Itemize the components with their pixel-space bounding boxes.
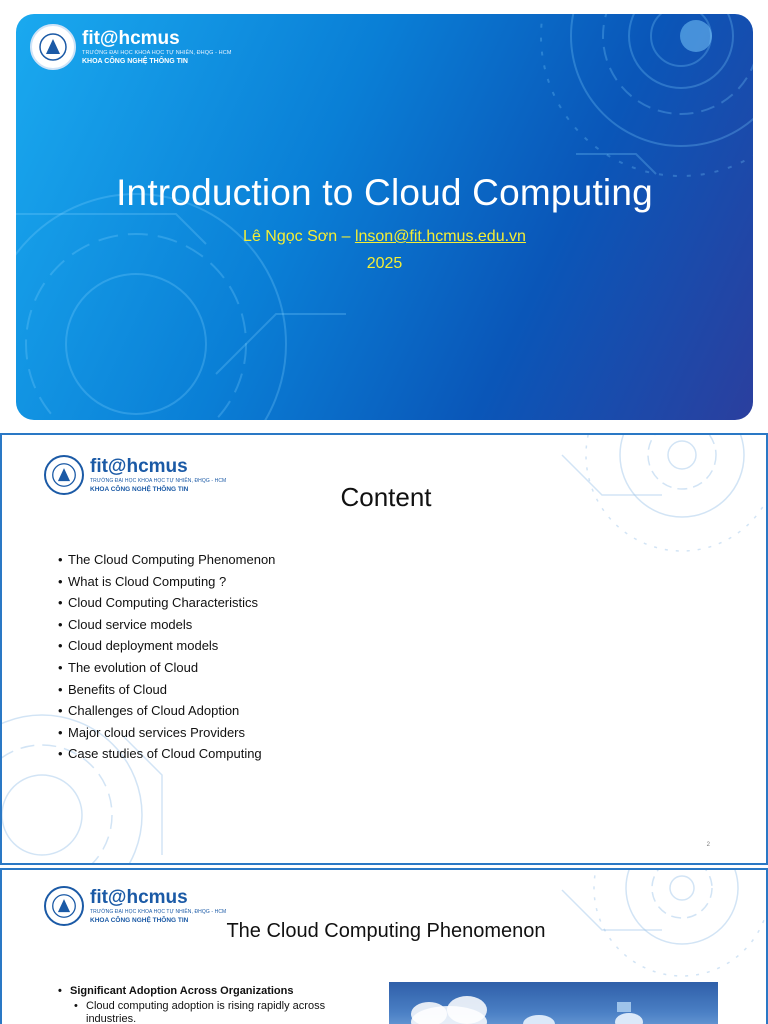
list-item: • Challenges of Cloud Adoption [58, 703, 240, 719]
author-email-link[interactable]: lnson@fit.hcmus.edu.vn [354, 228, 526, 245]
list-item: • Significant Adoption Across Organizations [58, 985, 294, 997]
list-item: • Major cloud services Providers [58, 724, 246, 740]
logo-university: TRƯỜNG ĐẠI HỌC KHOA HỌC TỰ NHIÊN, ĐHQG - HCM [82, 49, 232, 56]
presentation-title: Introduction to Cloud Computing [116, 172, 653, 213]
content-slide [0, 433, 768, 865]
author-line [16, 228, 753, 246]
list-item: • The evolution of Cloud [58, 659, 199, 675]
logo-faculty: KHOA CÔNG NGHỆ THÔNG TIN [82, 57, 188, 65]
fit-hcmus-logo [30, 24, 232, 70]
presentation-year: 2025 [366, 255, 403, 272]
content-list [58, 549, 275, 765]
slide-title: The Cloud Computing Phenomenon [226, 920, 546, 942]
list-item: • Case studies of Cloud Computing [58, 746, 262, 762]
logo-name: fit@hcmus [90, 886, 188, 908]
cloud-illustration [389, 982, 718, 1024]
list-item: • Cloud service models [58, 616, 193, 632]
logo-university: TRƯỜNG ĐẠI HỌC KHOA HỌC TỰ NHIÊN, ĐHQG - HCM [90, 908, 227, 915]
list-item: • Benefits of Cloud [58, 681, 168, 697]
logo-name: fit@hcmus [90, 455, 188, 477]
logo-university: TRƯỜNG ĐẠI HỌC KHOA HỌC TỰ NHIÊN, ĐHQG - HCM [90, 477, 227, 484]
logo-faculty: KHOA CÔNG NGHỆ THÔNG TIN [90, 485, 189, 493]
list-item: • Cloud deployment models [58, 638, 219, 654]
circuit-decoration [16, 14, 753, 420]
logo-name: fit@hcmus [82, 27, 180, 49]
page-number: 2 [706, 842, 710, 848]
logo-faculty: KHOA CÔNG NGHỆ THÔNG TIN [90, 916, 189, 924]
university-seal-icon [30, 24, 76, 70]
author-name: Lê Ngọc Sơn – [243, 228, 355, 245]
title-slide [16, 14, 753, 420]
list-item: • Cloud Computing Characteristics [58, 595, 259, 611]
phenomenon-slide [0, 868, 768, 1024]
list-item: • The Cloud Computing Phenomenon [58, 552, 276, 567]
list-item: • Cloud computing adoption is rising rapidly across industries. [74, 1000, 326, 1024]
bullet-list [58, 984, 378, 1024]
list-item: • What is Cloud Computing ? [58, 573, 227, 589]
slide-title: Content [340, 482, 432, 512]
